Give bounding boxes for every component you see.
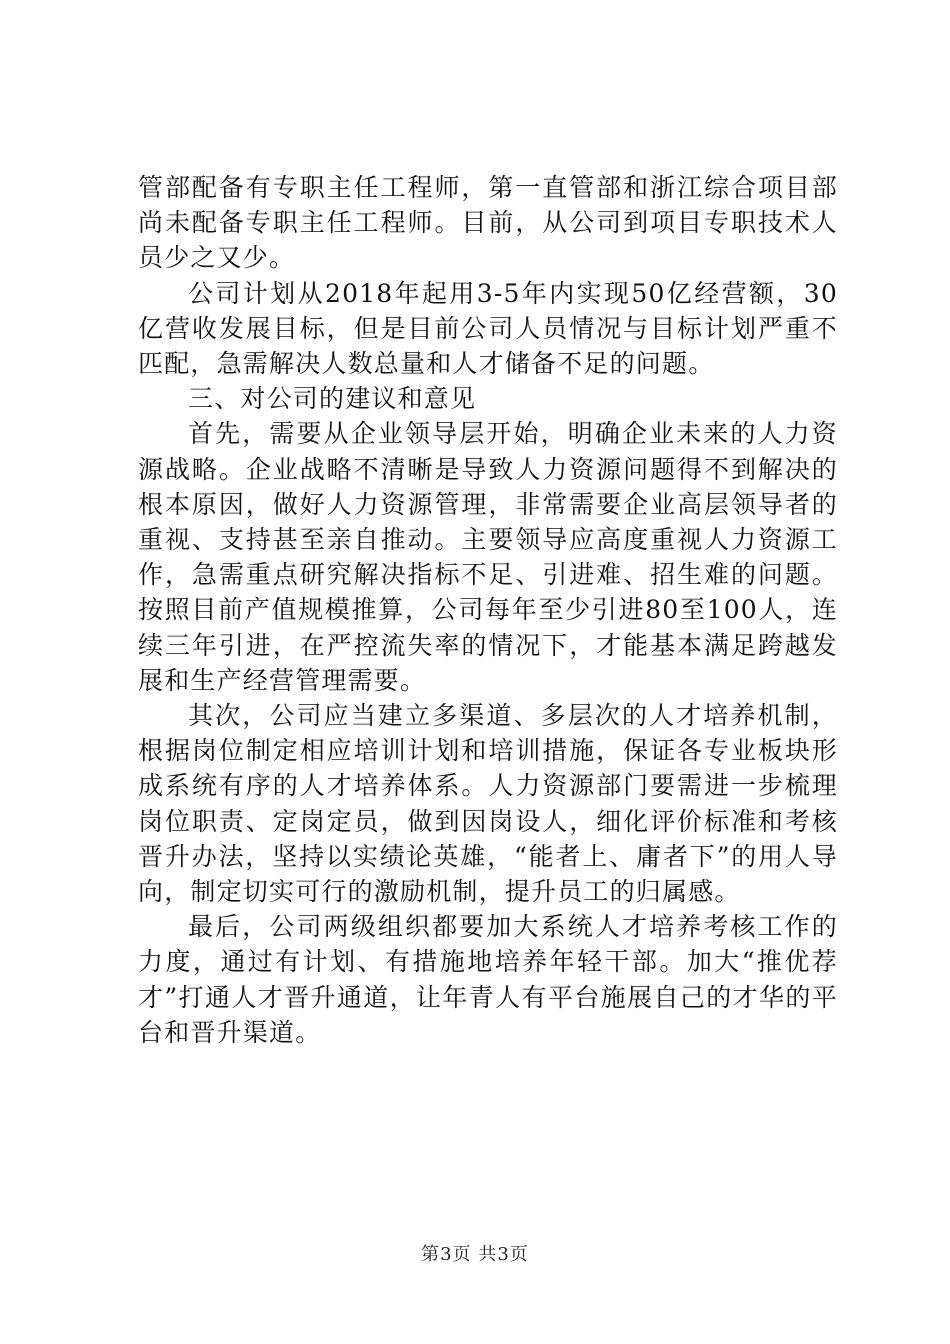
- section-heading: 三、对公司的建议和意见: [188, 384, 477, 414]
- paragraph-second: 其次，公司应当建立多渠道、多层次的人才培养机制，根据岗位制定相应培训计划和培训措施，保证各专业板块形成系统有序的人才培养体系。人力资源部门要需进一步梳理岗位职责、定岗定员，做到因岗设人，细化评价标准和考核晋升办法，坚持以实绩论英雄，“能者上、庸者下”的用人导向，制定切实可行的激励机制，提升员工的归属感。: [138, 701, 838, 907]
- paragraph-first: 首先，需要从企业领导层开始，明确企业未来的人力资源战略。企业战略不清晰是导致人力资源问题得不到解决的根本原因，做好人力资源管理，非常需要企业高层领导者的重视、支持甚至亲自推动。主要领导应高度重视人力资源工作，急需重点研究解决指标不足、引进难、招生难的问题。按照目前产值规模推算，公司每年至少引进80至100人，连续三年引进，在严控流失率的情况下，才能基本满足跨越发展和生产经营管理需要。: [138, 419, 838, 695]
- document-body: [138, 170, 838, 1050]
- paragraph-continued: 管部配备有专职主任工程师，第一直管部和浙江综合项目部尚未配备专职主任工程师。目前，从公司到项目专职技术人员少之又少。: [138, 173, 838, 273]
- paragraph-last: 最后，公司两级组织都要加大系统人才培养考核工作的力度，通过有计划、有措施地培养年轻干部。加大“推优荐才”打通人才晋升通道，让年青人有平台施展自己的才华的平台和晋升渠道。: [138, 912, 838, 1047]
- paragraph-company-plan: 公司计划从2018年起用3-5年内实现50亿经营额，30亿营收发展目标，但是目前公司人员情况与目标计划严重不匹配，急需解决人数总量和人才储备不足的问题。: [138, 278, 838, 379]
- page-number-footer: 第3页 共3页: [421, 1244, 529, 1265]
